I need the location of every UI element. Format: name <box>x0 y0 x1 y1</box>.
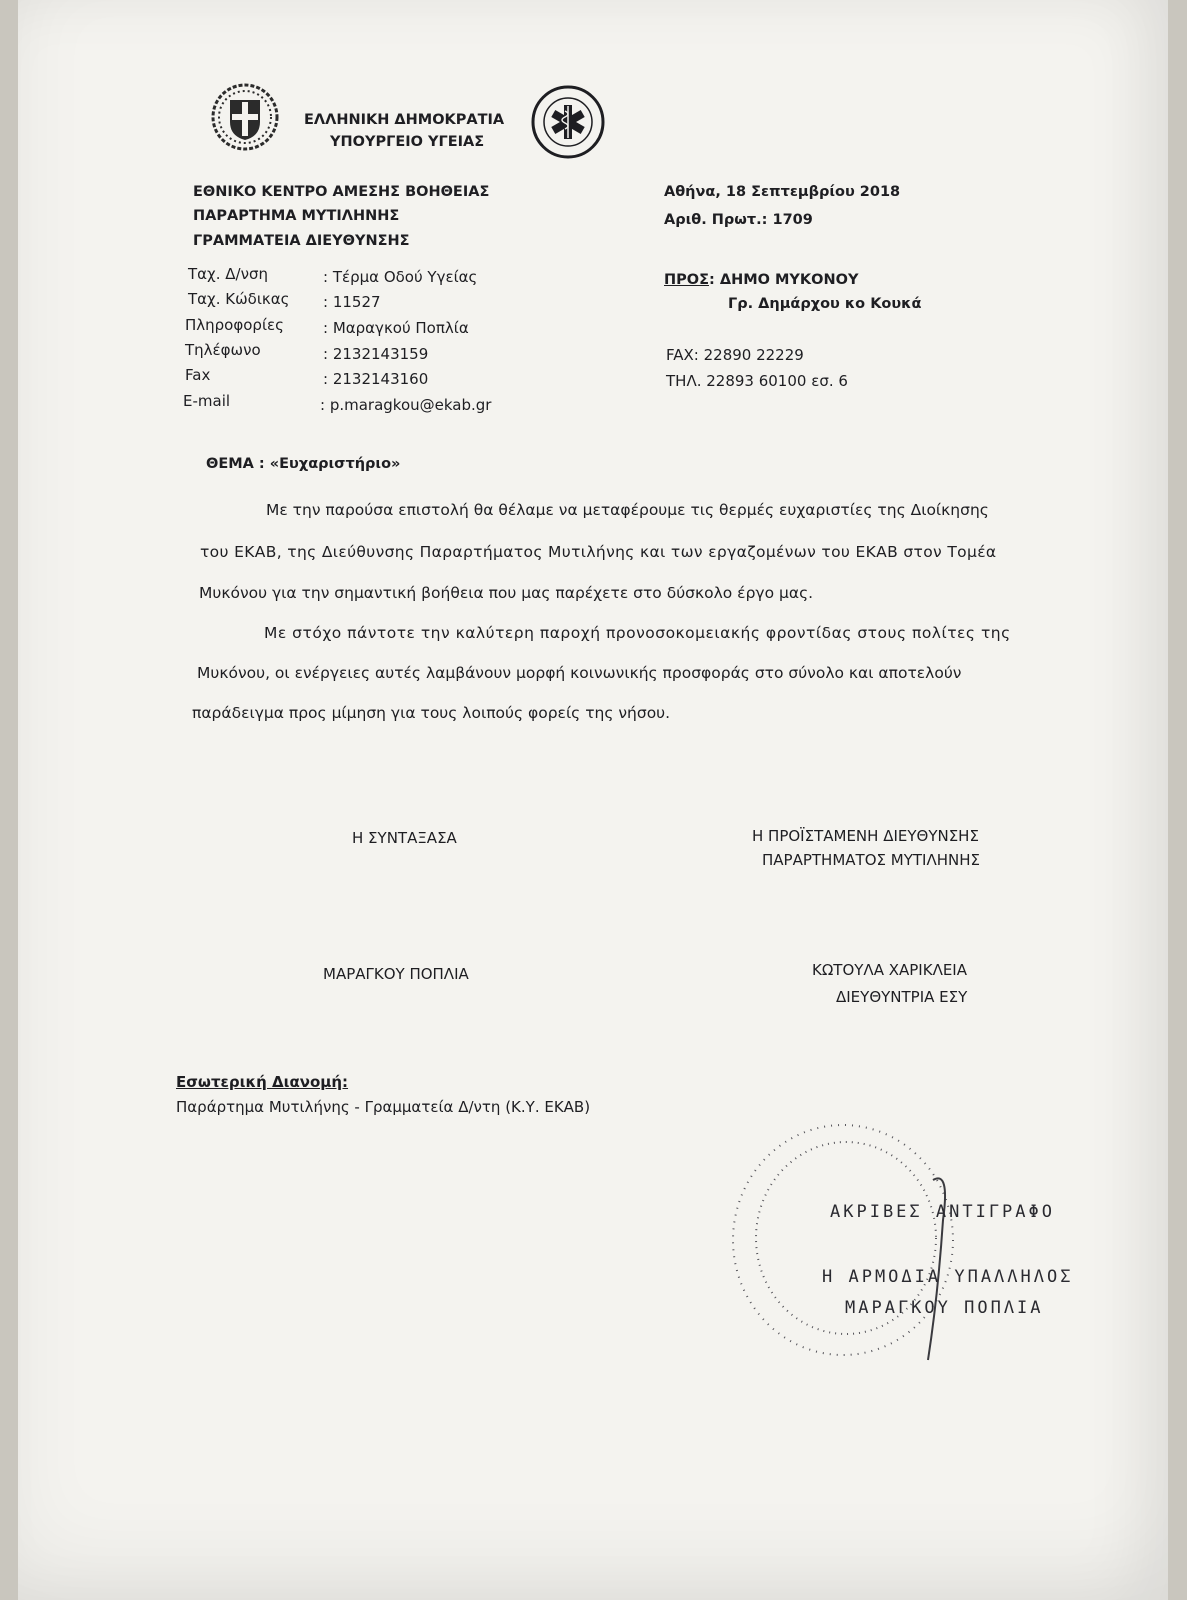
letter-date: Αθήνα, 18 Σεπτεμβρίου 2018 <box>664 184 901 200</box>
sender-branch: ΠΑΡΑΡΤΗΜΑ ΜΥΤΙΛΗΝΗΣ <box>193 208 400 224</box>
ministry-name: ΥΠΟΥΡΓΕΙΟ ΥΓΕΙΑΣ <box>330 134 485 150</box>
certified-copy-stamp <box>728 1115 958 1365</box>
body-p1-line3: Μυκόνου για την σημαντική βοήθεια που μας παρέχετε στο δύσκολο έργο μας. <box>199 584 814 602</box>
field-label-info: Πληροφορίες <box>185 316 284 334</box>
body-p1-line2: του ΕΚΑΒ, της Διεύθυνσης Παραρτήματος Μυτιλήνης και των εργαζομένων του ΕΚΑΒ στον Τομέα <box>200 543 997 561</box>
director-role: ΔΙΕΥΘΥΝΤΡΙΑ ΕΣΥ <box>836 988 968 1006</box>
director-title-line2: ΠΑΡΑΡΤΗΜΑΤΟΣ ΜΥΤΙΛΗΝΗΣ <box>762 851 980 869</box>
sender-org: ΕΘΝΙΚΟ ΚΕΝΤΡΟ ΑΜΕΣΗΣ ΒΟΗΘΕΙΑΣ <box>193 184 490 200</box>
republic-name: ΕΛΛΗΝΙΚΗ ΔΗΜΟΚΡΑΤΙΑ <box>304 112 505 128</box>
body-p2-line3: παράδειγμα προς μίμηση για τους λοιπούς φορείς της νήσου. <box>192 704 671 722</box>
field-label-phone: Τηλέφωνο <box>185 341 261 359</box>
director-title-line1: Η ΠΡΟΪΣΤΑΜΕΝΗ ΔΙΕΥΘΥΝΣΗΣ <box>752 827 979 845</box>
distribution-item: Παράρτημα Μυτιλήνης - Γραμματεία Δ/ντη (Κ.Υ. ΕΚΑΒ) <box>176 1098 591 1116</box>
recipient-fax: FAX: 22890 22229 <box>666 346 804 364</box>
recipient-tel: ΤΗΛ. 22893 60100 εσ. 6 <box>666 372 848 390</box>
field-label-fax: Fax <box>185 366 211 384</box>
field-label-email: E-mail <box>183 392 231 410</box>
body-p2-line2: Μυκόνου, οι ενέργειες αυτές λαμβάνουν μορφή κοινωνικής προσφοράς στο σύνολο και αποτελούν <box>197 664 962 682</box>
stamp-line3: ΜΑΡΑΓΚΟΥ ΠΟΠΛΙΑ <box>845 1298 1044 1318</box>
field-value-phone: : 2132143159 <box>323 345 429 363</box>
recipient-label: ΠΡΟΣ <box>664 272 709 288</box>
field-value-fax: : 2132143160 <box>323 370 429 388</box>
field-value-info: : Μαραγκού Πoπλία <box>323 319 469 337</box>
stamp-line2: Η ΑΡΜΟΔΙΑ ΥΠΑΛΛΗΛΟΣ <box>822 1267 1074 1287</box>
field-label-address: Ταχ. Δ/νση <box>188 265 268 283</box>
drafter-name: ΜΑΡΑΓΚΟΥ ΠΟΠΛΙΑ <box>323 965 469 983</box>
stamp-line1: ΑΚΡΙΒΕΣ ΑΝΤΙΓΡΑΦΟ <box>830 1202 1055 1222</box>
field-value-address: : Τέρμα Οδού Υγείας <box>323 268 478 286</box>
recipient-value: : ΔΗΜΟ ΜΥΚΟΝΟΥ <box>709 272 859 288</box>
recipient-attention: Γρ. Δημάρχου κο Κουκά <box>728 296 922 312</box>
letter-page <box>18 0 1168 1600</box>
ekab-star-of-life-seal-icon <box>530 84 606 160</box>
coat-of-arms-icon <box>210 82 280 152</box>
field-value-email: : p.maragkou@ekab.gr <box>320 396 492 414</box>
sender-office: ΓΡΑΜΜΑΤΕΙΑ ΔΙΕΥΘΥΝΣΗΣ <box>193 233 410 249</box>
letter-subject: ΘΕΜΑ : «Ευχαριστήριο» <box>206 456 401 472</box>
field-label-postcode: Ταχ. Κώδικας <box>188 290 290 308</box>
body-p1-line1: Με την παρούσα επιστολή θα θέλαμε να μεταφέρουμε τις θερμές ευχαριστίες της Διοίκησης <box>266 501 989 519</box>
field-value-postcode: : 11527 <box>323 293 381 311</box>
director-name: ΚΩΤΟΥΛΑ ΧΑΡΙΚΛΕΙΑ <box>812 961 967 979</box>
distribution-heading: Εσωτερική Διανομή: <box>176 1073 349 1091</box>
recipient-line <box>664 268 858 292</box>
protocol-number: Αριθ. Πρωτ.: 1709 <box>664 212 813 228</box>
drafter-title: Η ΣΥΝΤΑΞΑΣΑ <box>352 829 457 847</box>
body-p2-line1: Με στόχο πάντοτε την καλύτερη παροχή προνοσοκομειακής φροντίδας στους πολίτες της <box>264 624 1011 642</box>
